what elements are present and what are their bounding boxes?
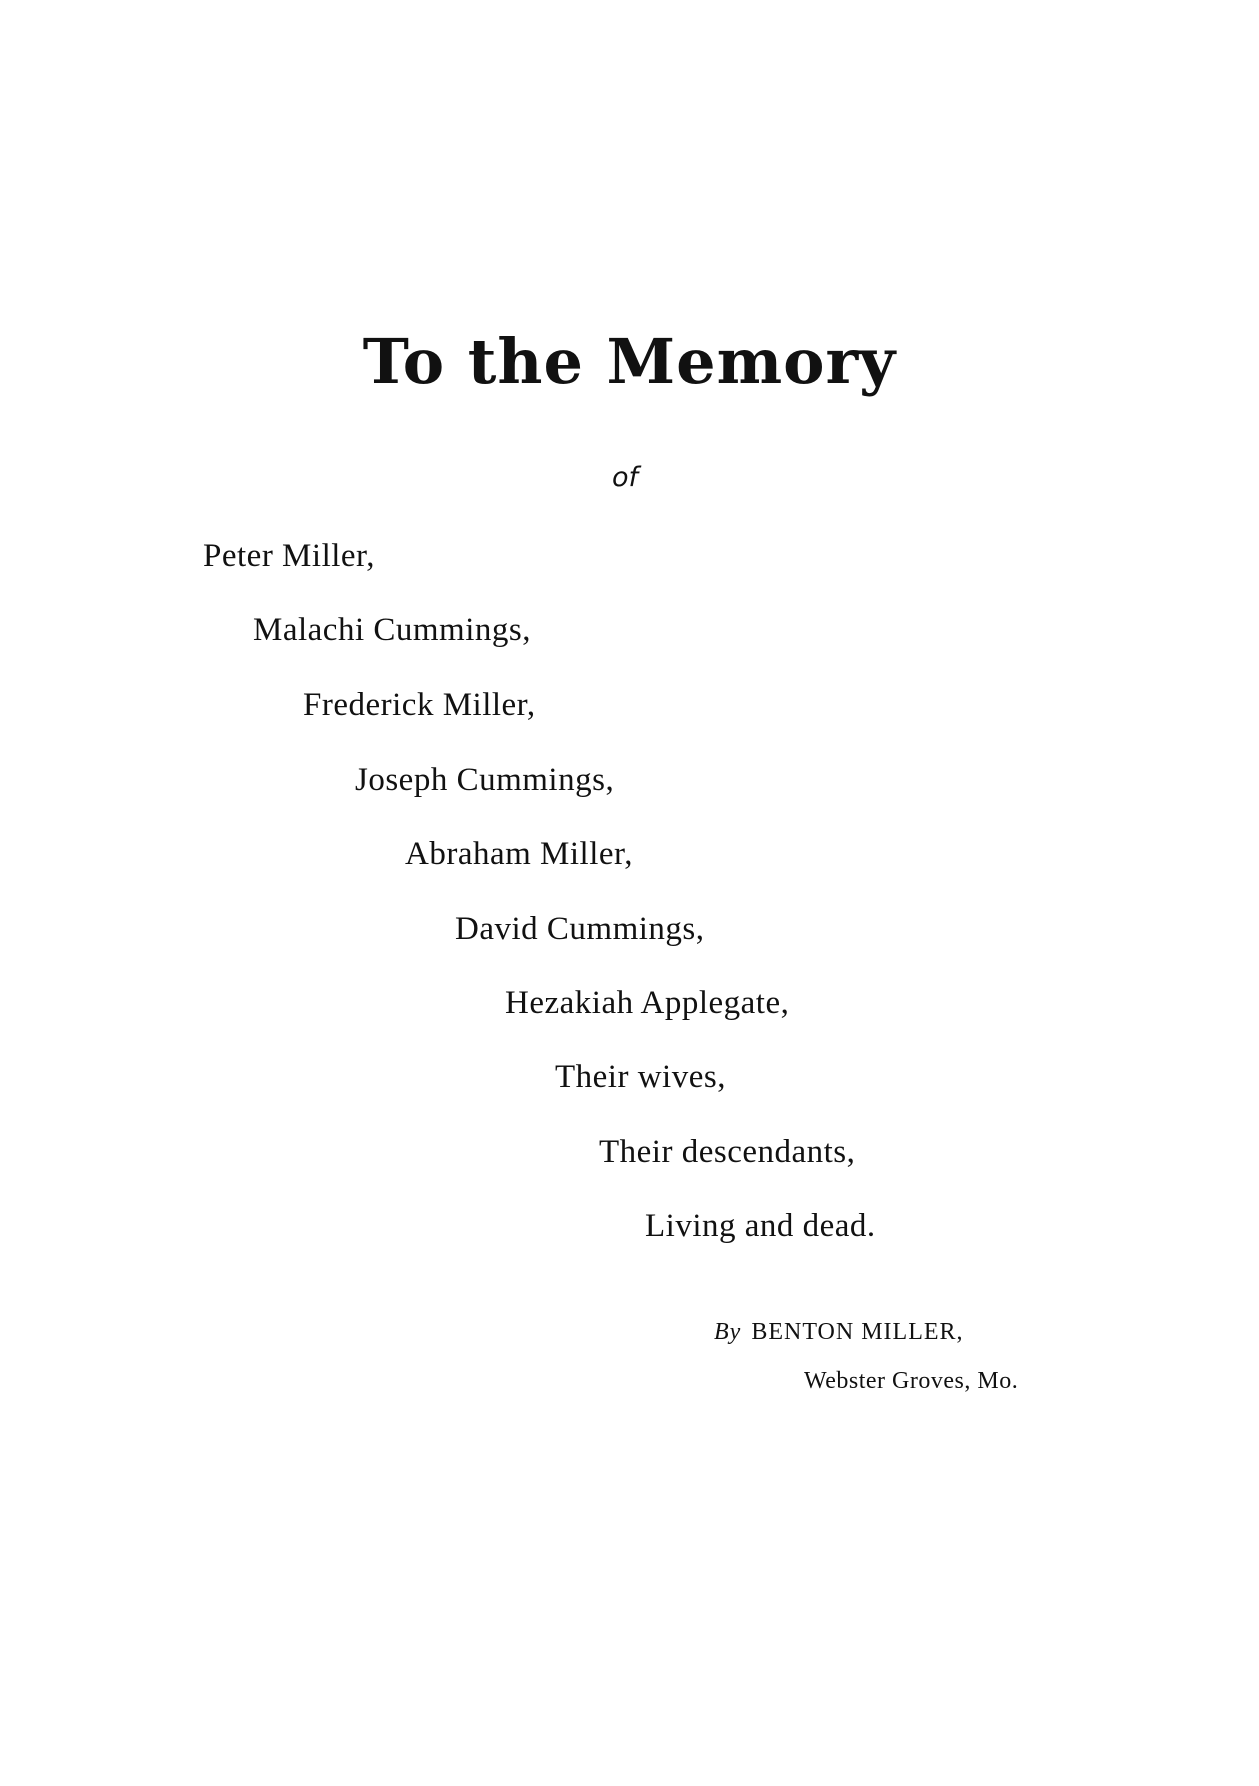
- memorial-name: David Cummings,: [455, 911, 705, 947]
- author-name: BENTON MILLER,: [751, 1319, 964, 1345]
- author-location: Webster Groves, Mo.: [804, 1368, 1019, 1394]
- author-byline: [714, 1319, 964, 1346]
- memorial-name: Their wives,: [555, 1059, 726, 1095]
- memorial-name: Abraham Miller,: [405, 836, 633, 872]
- memorial-name: Their descendants,: [599, 1134, 856, 1170]
- page-title: To the Memory: [362, 325, 897, 398]
- memorial-name: Living and dead.: [645, 1208, 876, 1244]
- memorial-name: Malachi Cummings,: [253, 612, 531, 648]
- memorial-name: Joseph Cummings,: [355, 762, 615, 798]
- memorial-name: Frederick Miller,: [303, 687, 536, 723]
- of-label: of: [612, 462, 639, 493]
- memorial-name: Hezakiah Applegate,: [505, 985, 790, 1021]
- memorial-name: Peter Miller,: [203, 538, 375, 574]
- by-label: By: [714, 1319, 742, 1345]
